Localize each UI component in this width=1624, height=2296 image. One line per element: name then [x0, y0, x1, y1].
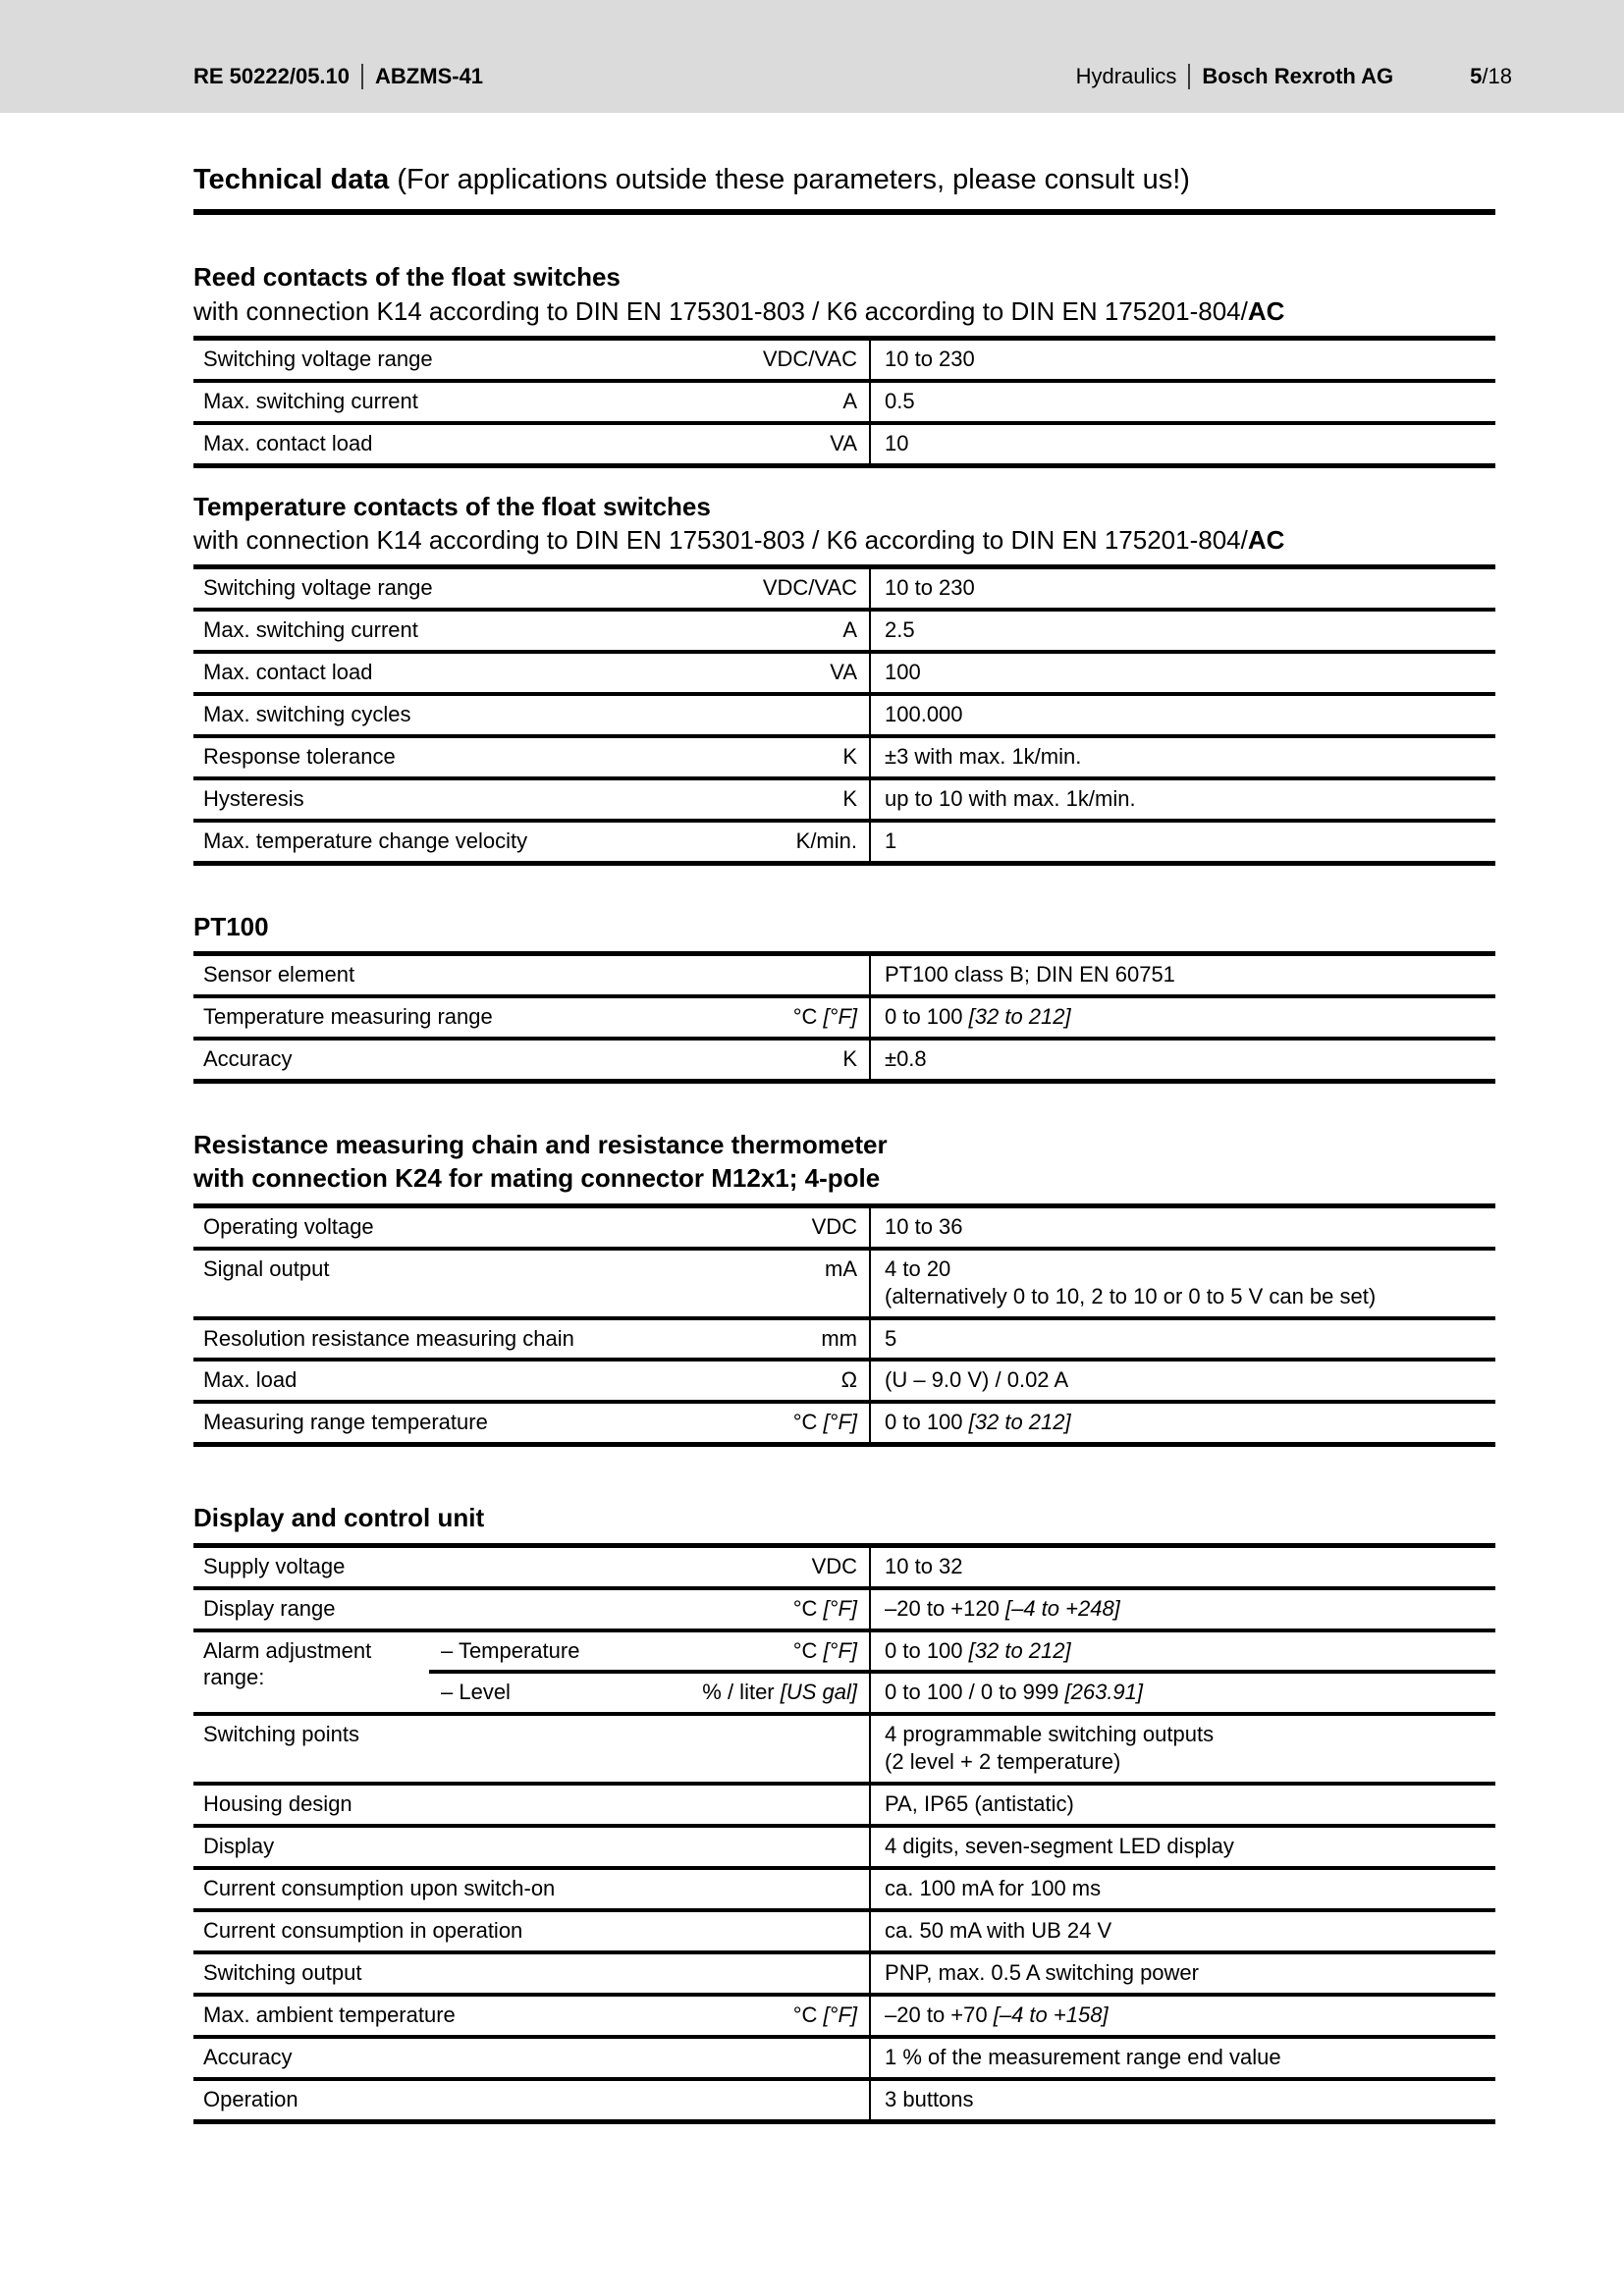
- table-row: [193, 1868, 1495, 1910]
- row-value: 4 programmable switching outputs (2 level + 2 temperature): [870, 1714, 1495, 1784]
- row-unit: [674, 1910, 870, 1952]
- row-value: 3 buttons: [870, 2079, 1495, 2121]
- row-unit: °C [°F]: [674, 1995, 870, 2037]
- row-unit: [674, 1952, 870, 1995]
- row-label: Display range: [193, 1588, 674, 1630]
- row-value: 100.000: [870, 694, 1495, 736]
- table-row: [193, 1714, 1495, 1784]
- row-unit: K: [674, 778, 870, 821]
- row-label: Max. temperature change velocity: [193, 821, 674, 863]
- page-header: [0, 0, 1624, 113]
- division-label: Hydraulics: [1075, 63, 1177, 88]
- table-row: [193, 423, 1495, 465]
- row-label: Hysteresis: [193, 778, 674, 821]
- table-row: [193, 1039, 1495, 1081]
- row-label: Switching voltage range: [203, 346, 433, 371]
- table-row: [193, 996, 1495, 1039]
- table-row: [193, 2037, 1495, 2079]
- row-label: Current consumption in operation: [193, 1910, 674, 1952]
- table-row: [193, 1784, 1495, 1826]
- row-unit: Ω: [674, 1360, 870, 1402]
- row-value: 10 to 36: [870, 1205, 1495, 1248]
- row-unit: A: [674, 381, 870, 423]
- row-value: 10 to 230: [870, 567, 1495, 610]
- section-subtitle: with connection K14 according to DIN EN 175301-803 / K6 according to DIN EN 175201-804/AC: [193, 295, 1285, 326]
- row-unit: VDC/VAC: [762, 575, 857, 601]
- table-row: [193, 338, 1495, 380]
- spec-table: [193, 336, 1495, 468]
- row-value: 0 to 100 / 0 to 999 [263.91]: [870, 1672, 1495, 1714]
- table-row: [193, 954, 1495, 996]
- row-value: 10 to 230: [870, 338, 1495, 380]
- row-value: 0 to 100 [32 to 212]: [870, 996, 1495, 1039]
- row-value: 1: [870, 821, 1495, 863]
- row-group-label: Alarm adjustment range:: [193, 1630, 429, 1715]
- row-label: Response tolerance: [193, 736, 674, 778]
- table-row: [193, 694, 1495, 736]
- row-value: PNP, max. 0.5 A switching power: [870, 1952, 1495, 1995]
- row-value: 4 digits, seven-segment LED display: [870, 1826, 1495, 1868]
- row-sublabel: – Level: [429, 1672, 674, 1714]
- row-label: Temperature measuring range: [193, 996, 674, 1039]
- row-label: Operating voltage: [203, 1213, 374, 1239]
- section-heading: Resistance measuring chain and resistance thermometer: [193, 1130, 888, 1160]
- header-divider: [361, 64, 363, 89]
- row-value: (U – 9.0 V) / 0.02 A: [870, 1360, 1495, 1402]
- row-value: 0.5: [870, 381, 1495, 423]
- row-sublabel: – Temperature: [429, 1630, 674, 1673]
- section-heading: Temperature contacts of the float switches: [193, 491, 711, 521]
- row-value: –20 to +120 [–4 to +248]: [870, 1588, 1495, 1630]
- page-title: Technical data (For applications outside these parameters, please consult us!): [193, 164, 1190, 195]
- row-label: Max. ambient temperature: [193, 1995, 674, 2037]
- row-unit: [674, 1868, 870, 1910]
- header-right: [1076, 64, 1512, 89]
- row-value: PT100 class B; DIN EN 60751: [870, 954, 1495, 996]
- row-label: Switching output: [193, 1952, 674, 1995]
- row-label: Switching points: [193, 1714, 674, 1784]
- row-label: Max. load: [193, 1360, 674, 1402]
- row-value: 10: [870, 423, 1495, 465]
- row-unit: A: [674, 610, 870, 652]
- row-label: Switching voltage range: [203, 575, 433, 601]
- section-pt100: [193, 910, 1495, 1084]
- table-row: [193, 567, 1495, 610]
- row-value: ±3 with max. 1k/min.: [870, 736, 1495, 778]
- row-label: Sensor element: [203, 962, 355, 988]
- table-row: [193, 1910, 1495, 1952]
- row-label: Display: [193, 1826, 674, 1868]
- row-unit: [674, 1826, 870, 1868]
- row-label: Max. contact load: [193, 652, 674, 694]
- row-value: ±0.8: [870, 1039, 1495, 1081]
- header-left: [193, 64, 483, 89]
- table-row: [193, 1205, 1495, 1248]
- row-label: Max. switching cycles: [193, 694, 674, 736]
- header-divider: [1188, 64, 1190, 89]
- row-label: Max. switching current: [193, 381, 674, 423]
- row-label: Current consumption upon switch-on: [193, 1868, 674, 1910]
- table-row: [193, 821, 1495, 863]
- row-unit: % / liter [US gal]: [674, 1672, 870, 1714]
- row-value: 1 % of the measurement range end value: [870, 2037, 1495, 2079]
- row-label: Housing design: [193, 1784, 674, 1826]
- row-unit: °C [°F]: [674, 1402, 870, 1444]
- section-resistance-chain: [193, 1128, 1495, 1447]
- table-row: [193, 1995, 1495, 2037]
- row-unit: mA: [674, 1249, 870, 1318]
- row-value: ca. 50 mA with UB 24 V: [870, 1910, 1495, 1952]
- table-row: [193, 2079, 1495, 2121]
- spec-table: [193, 564, 1495, 866]
- row-unit: [674, 1784, 870, 1826]
- table-row: [193, 610, 1495, 652]
- company-name: Bosch Rexroth AG: [1202, 63, 1394, 88]
- section-heading: PT100: [193, 911, 269, 941]
- row-unit: [674, 2037, 870, 2079]
- title-rule: [193, 209, 1495, 215]
- section-temperature-contacts: [193, 490, 1495, 866]
- table-row: [193, 736, 1495, 778]
- row-unit: [674, 2079, 870, 2121]
- row-unit: VA: [674, 652, 870, 694]
- section-subtitle: with connection K14 according to DIN EN 175301-803 / K6 according to DIN EN 175201-804/AC: [193, 525, 1285, 556]
- table-row: [193, 652, 1495, 694]
- spec-table: [193, 951, 1495, 1084]
- table-row: [193, 1588, 1495, 1630]
- row-unit: [674, 694, 870, 736]
- row-label: Accuracy: [193, 1039, 674, 1081]
- row-unit: VA: [674, 423, 870, 465]
- row-unit: VDC/VAC: [762, 346, 857, 371]
- row-value: 4 to 20 (alternatively 0 to 10, 2 to 10 or 0 to 5 V can be set): [870, 1249, 1495, 1318]
- row-unit: [674, 954, 870, 996]
- row-value: 100: [870, 652, 1495, 694]
- row-unit: [674, 1714, 870, 1784]
- row-value: up to 10 with max. 1k/min.: [870, 778, 1495, 821]
- row-unit: VDC: [811, 1213, 858, 1239]
- section-heading: Reed contacts of the float switches: [193, 262, 621, 293]
- row-unit: °C [°F]: [674, 1588, 870, 1630]
- table-row: [193, 1360, 1495, 1402]
- table-row: [193, 1545, 1495, 1587]
- doc-code: RE 50222/05.10: [193, 63, 351, 88]
- spec-table: [193, 1203, 1495, 1448]
- table-row: [193, 1318, 1495, 1361]
- table-row: [193, 1952, 1495, 1995]
- section-heading: Display and control unit: [193, 1503, 485, 1533]
- row-label: Accuracy: [193, 2037, 674, 2079]
- row-label: Signal output: [193, 1249, 674, 1318]
- page-number: 5/18: [1470, 63, 1512, 88]
- row-value: –20 to +70 [–4 to +158]: [870, 1995, 1495, 2037]
- row-unit: K: [674, 1039, 870, 1081]
- row-value: ca. 100 mA for 100 ms: [870, 1868, 1495, 1910]
- row-label: Operation: [193, 2079, 674, 2121]
- table-row: [193, 1402, 1495, 1444]
- section-reed-contacts: [193, 260, 1495, 467]
- row-value: PA, IP65 (antistatic): [870, 1784, 1495, 1826]
- row-value: 10 to 32: [870, 1545, 1495, 1587]
- row-label: Measuring range temperature: [193, 1402, 674, 1444]
- table-row: [193, 1249, 1495, 1318]
- row-label: Supply voltage: [203, 1553, 346, 1578]
- row-label: Resolution resistance measuring chain: [193, 1318, 674, 1361]
- page-content: [0, 164, 1624, 2124]
- table-row: [193, 381, 1495, 423]
- product-name: ABZMS-41: [375, 63, 484, 88]
- row-value: 5: [870, 1318, 1495, 1361]
- row-unit: °C [°F]: [674, 1630, 870, 1673]
- spec-table: [193, 1543, 1495, 2124]
- row-unit: K: [674, 736, 870, 778]
- section-heading-line2: with connection K24 for mating connector M12x1; 4-pole: [193, 1163, 881, 1194]
- table-row: [193, 1826, 1495, 1868]
- table-row: [193, 778, 1495, 821]
- row-value: 0 to 100 [32 to 212]: [870, 1402, 1495, 1444]
- row-value: 0 to 100 [32 to 212]: [870, 1630, 1495, 1673]
- section-display-control-unit: [193, 1501, 1495, 2123]
- table-row-alarm-temperature: [193, 1630, 1495, 1673]
- row-unit: VDC: [811, 1553, 858, 1578]
- row-label: Max. contact load: [193, 423, 674, 465]
- row-unit: K/min.: [674, 821, 870, 863]
- row-unit: °C [°F]: [674, 996, 870, 1039]
- row-label: Max. switching current: [193, 610, 674, 652]
- row-value: 2.5: [870, 610, 1495, 652]
- row-unit: mm: [674, 1318, 870, 1361]
